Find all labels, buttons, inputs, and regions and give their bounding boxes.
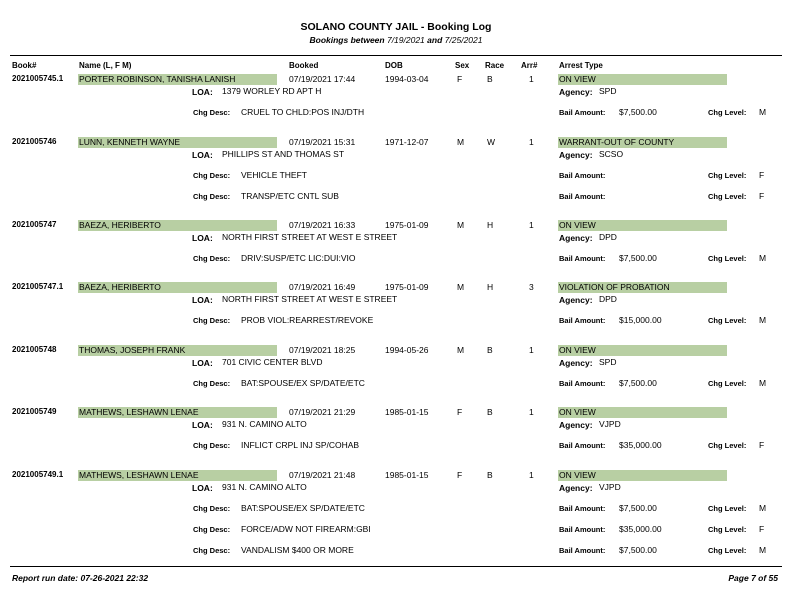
charge-level-label: Chg Level:	[708, 192, 747, 201]
charge-level: F	[759, 440, 765, 450]
bail-amount-label: Bail Amount:	[559, 316, 606, 325]
loa-label: LOA:	[192, 150, 213, 160]
date-of-birth: 1975-01-09	[385, 282, 429, 292]
charge-desc: FORCE/ADW NOT FIREARM:GBI	[241, 524, 371, 534]
loa-value: 931 N. CAMINO ALTO	[222, 482, 307, 492]
agency-label: Agency:	[559, 295, 593, 305]
loa-label: LOA:	[192, 483, 213, 493]
loa-value: NORTH FIRST STREET AT WEST E STREET	[222, 232, 398, 242]
arrest-number: 1	[529, 220, 534, 230]
charge-desc-label: Chg Desc:	[193, 379, 231, 388]
charge-level-label: Chg Level:	[708, 504, 747, 513]
charge-level-label: Chg Level:	[708, 316, 747, 325]
book-number: 2021005749.1	[12, 470, 64, 479]
col-header-book: Book#	[12, 61, 37, 70]
arrest-number: 1	[529, 137, 534, 147]
loa-label: LOA:	[192, 233, 213, 243]
charge-level: F	[759, 524, 765, 534]
charge-desc: VEHICLE THEFT	[241, 170, 307, 180]
sex: M	[457, 220, 465, 230]
race: H	[487, 220, 494, 230]
booked-datetime: 07/19/2021 21:29	[289, 407, 356, 417]
charge-level: M	[759, 378, 767, 388]
race: W	[487, 137, 496, 147]
agency-value: SPD	[599, 357, 617, 367]
bail-amount-label: Bail Amount:	[559, 171, 606, 180]
charge-desc: BAT:SPOUSE/EX SP/DATE/ETC	[241, 503, 365, 513]
charge-level-label: Chg Level:	[708, 441, 747, 450]
charge-level: F	[759, 191, 765, 201]
bail-amount: $7,500.00	[619, 545, 657, 555]
arrest-type: WARRANT-OUT OF COUNTY	[558, 137, 727, 148]
date-of-birth: 1985-01-15	[385, 407, 429, 417]
book-number: 2021005746	[12, 137, 57, 146]
race: B	[487, 345, 493, 355]
charge-level-label: Chg Level:	[708, 525, 747, 534]
col-header-sex: Sex	[455, 61, 470, 70]
arrest-type: ON VIEW	[558, 470, 727, 481]
charge-level: M	[759, 315, 767, 325]
charge-desc-label: Chg Desc:	[193, 525, 231, 534]
charge-desc-label: Chg Desc:	[193, 504, 231, 513]
bail-amount-label: Bail Amount:	[559, 254, 606, 263]
charge-desc: DRIV:SUSP/ETC LIC:DUI:VIO	[241, 253, 356, 263]
charge-desc-label: Chg Desc:	[193, 316, 231, 325]
race: B	[487, 407, 493, 417]
booked-datetime: 07/19/2021 18:25	[289, 345, 356, 355]
charge-desc: TRANSP/ETC CNTL SUB	[241, 191, 339, 201]
report-title: SOLANO COUNTY JAIL - Booking Log	[300, 21, 492, 33]
loa-value: NORTH FIRST STREET AT WEST E STREET	[222, 294, 398, 304]
loa-label: LOA:	[192, 420, 213, 430]
charge-desc: PROB VIOL:REARREST/REVOKE	[241, 315, 374, 325]
arrest-type: ON VIEW	[558, 74, 727, 85]
booked-datetime: 07/19/2021 17:44	[289, 74, 356, 84]
arrest-type: VIOLATION OF PROBATION	[558, 282, 727, 293]
bail-amount-label: Bail Amount:	[559, 504, 606, 513]
charge-level: M	[759, 107, 767, 117]
col-header-arr: Arr#	[521, 61, 538, 70]
charge-desc: CRUEL TO CHLD:POS INJ/DTH	[241, 107, 365, 117]
bail-amount-label: Bail Amount:	[559, 546, 606, 555]
charge-level: F	[759, 170, 765, 180]
arrest-number: 3	[529, 282, 534, 292]
charge-level: M	[759, 545, 767, 555]
race: B	[487, 470, 493, 480]
charge-level-label: Chg Level:	[708, 108, 747, 117]
col-header-name: Name (L, F M)	[79, 61, 132, 70]
bail-amount: $7,500.00	[619, 107, 657, 117]
charge-desc: BAT:SPOUSE/EX SP/DATE/ETC	[241, 378, 365, 388]
agency-label: Agency:	[559, 233, 593, 243]
loa-value: 931 N. CAMINO ALTO	[222, 419, 307, 429]
date-of-birth: 1971-12-07	[385, 137, 429, 147]
report-subtitle	[0, 35, 792, 45]
charge-level: M	[759, 503, 767, 513]
arrest-type: ON VIEW	[558, 345, 727, 356]
charge-level-label: Chg Level:	[708, 379, 747, 388]
booked-datetime: 07/19/2021 15:31	[289, 137, 356, 147]
bail-amount-label: Bail Amount:	[559, 108, 606, 117]
footer-rule	[10, 566, 782, 567]
book-number: 2021005748	[12, 345, 57, 354]
date-of-birth: 1975-01-09	[385, 220, 429, 230]
book-number: 2021005745.1	[12, 74, 64, 83]
inmate-name: MATHEWS, LESHAWN LENAE	[78, 407, 277, 418]
loa-label: LOA:	[192, 358, 213, 368]
arrest-number: 1	[529, 74, 534, 84]
agency-label: Agency:	[559, 420, 593, 430]
page-number: Page 7 of 55	[728, 573, 778, 583]
inmate-name: BAEZA, HERIBERTO	[78, 282, 277, 293]
book-number: 2021005749	[12, 407, 57, 416]
bail-amount-label: Bail Amount:	[559, 192, 606, 201]
charge-desc-label: Chg Desc:	[193, 441, 231, 450]
book-number: 2021005747	[12, 220, 57, 229]
race: H	[487, 282, 494, 292]
subtitle-prefix: Bookings between	[309, 35, 385, 45]
agency-label: Agency:	[559, 87, 593, 97]
charge-level-label: Chg Level:	[708, 254, 747, 263]
sex: F	[457, 407, 463, 417]
sex: M	[457, 282, 465, 292]
booked-datetime: 07/19/2021 21:48	[289, 470, 356, 480]
inmate-name: PORTER ROBINSON, TANISHA LANISH	[78, 74, 277, 85]
date-of-birth: 1985-01-15	[385, 470, 429, 480]
loa-label: LOA:	[192, 295, 213, 305]
charge-desc: INFLICT CRPL INJ SP/COHAB	[241, 440, 360, 450]
charge-desc-label: Chg Desc:	[193, 546, 231, 555]
report-run-date: Report run date: 07-26-2021 22:32	[12, 573, 149, 583]
charge-level-label: Chg Level:	[708, 171, 747, 180]
race: B	[487, 74, 493, 84]
sex: M	[457, 137, 465, 147]
arrest-type: ON VIEW	[558, 220, 727, 231]
charge-desc-label: Chg Desc:	[193, 108, 231, 117]
loa-value: 701 CIVIC CENTER BLVD	[222, 357, 323, 367]
agency-value: SCSO	[599, 149, 624, 159]
col-header-dob: DOB	[385, 61, 403, 70]
bail-amount-label: Bail Amount:	[559, 525, 606, 534]
start-date: 7/19/2021	[386, 35, 425, 45]
book-number: 2021005747.1	[12, 282, 64, 291]
agency-label: Agency:	[559, 483, 593, 493]
inmate-name: BAEZA, HERIBERTO	[78, 220, 277, 231]
arrest-number: 1	[529, 407, 534, 417]
agency-label: Agency:	[559, 358, 593, 368]
bail-amount: $7,500.00	[619, 378, 657, 388]
bail-amount-label: Bail Amount:	[559, 379, 606, 388]
booked-datetime: 07/19/2021 16:49	[289, 282, 356, 292]
agency-value: DPD	[599, 232, 617, 242]
bail-amount: $7,500.00	[619, 503, 657, 513]
loa-value: 1379 WORLEY RD APT H	[222, 86, 322, 96]
charge-level-label: Chg Level:	[708, 546, 747, 555]
charge-desc-label: Chg Desc:	[193, 192, 231, 201]
bail-amount: $7,500.00	[619, 253, 657, 263]
col-header-arrest-type: Arrest Type	[559, 61, 603, 70]
charge-desc-label: Chg Desc:	[193, 254, 231, 263]
bail-amount: $35,000.00	[619, 524, 662, 534]
header-rule-top	[10, 55, 782, 56]
agency-value: DPD	[599, 294, 617, 304]
charge-desc-label: Chg Desc:	[193, 171, 231, 180]
col-header-booked: Booked	[289, 61, 319, 70]
loa-label: LOA:	[192, 87, 213, 97]
loa-value: PHILLIPS ST AND THOMAS ST	[222, 149, 345, 159]
agency-label: Agency:	[559, 150, 593, 160]
sex: F	[457, 470, 463, 480]
end-date: 7/25/2021	[444, 35, 483, 45]
agency-value: VJPD	[599, 419, 621, 429]
inmate-name: MATHEWS, LESHAWN LENAE	[78, 470, 277, 481]
col-header-race: Race	[485, 61, 505, 70]
bail-amount: $15,000.00	[619, 315, 662, 325]
inmate-name: THOMAS, JOSEPH FRANK	[78, 345, 277, 356]
arrest-number: 1	[529, 345, 534, 355]
sex: M	[457, 345, 465, 355]
bail-amount: $35,000.00	[619, 440, 662, 450]
bail-amount-label: Bail Amount:	[559, 441, 606, 450]
inmate-name: LUNN, KENNETH WAYNE	[78, 137, 277, 148]
arrest-type: ON VIEW	[558, 407, 727, 418]
subtitle-and: and	[427, 35, 443, 45]
charge-level: M	[759, 253, 767, 263]
agency-value: VJPD	[599, 482, 621, 492]
charge-desc: VANDALISM $400 OR MORE	[241, 545, 354, 555]
date-of-birth: 1994-05-26	[385, 345, 429, 355]
sex: F	[457, 74, 463, 84]
arrest-number: 1	[529, 470, 534, 480]
booked-datetime: 07/19/2021 16:33	[289, 220, 356, 230]
agency-value: SPD	[599, 86, 617, 96]
date-of-birth: 1994-03-04	[385, 74, 429, 84]
